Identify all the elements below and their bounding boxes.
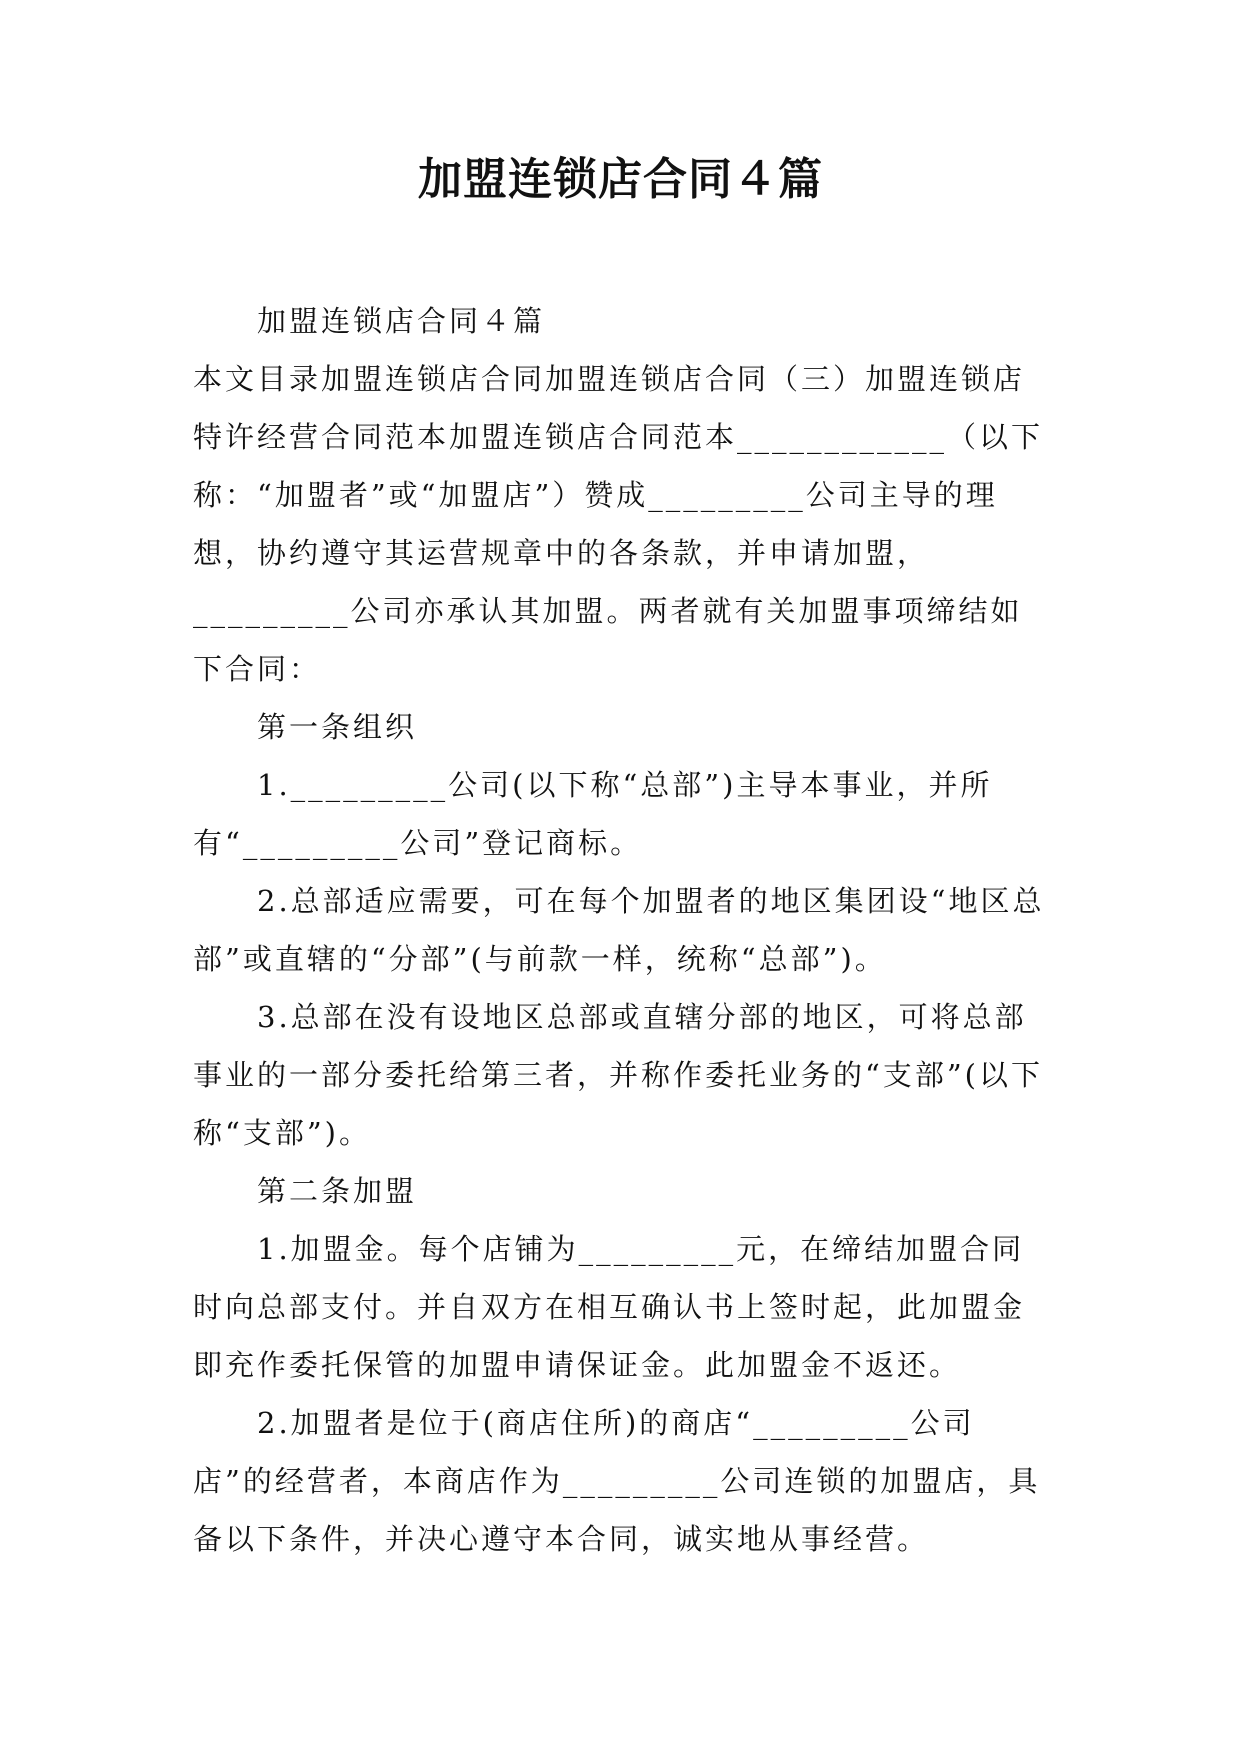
paragraph-subtitle: 加盟连锁店合同４篇 (257, 304, 546, 338)
paragraph-2-1: 1.加盟金。每个店铺为_________元，在缔结加盟合同时向总部支付。并自双方在相互确认书上签时起，此加盟金即充作委托保管的加盟申请保证金。此加盟金不返还。 (193, 1232, 1026, 1382)
section-heading-2: 第二条加盟 (257, 1174, 418, 1208)
paragraph-1-3: 3.总部在没有设地区总部或直辖分部的地区，可将总部事业的一部分委托给第三者，并称作委托业务的“支部”(以下称“支部”)。 (193, 1000, 1043, 1150)
document-body (193, 292, 1053, 1568)
paragraph-intro: 本文目录加盟连锁店合同加盟连锁店合同（三）加盟连锁店特许经营合同范本加盟连锁店合同范本____________（以下称：“加盟者”或“加盟店”）赞成_________公司主导的理想，协约遵守其运营规章中的各条款，并申请加盟，_________公司亦承认其加盟。两者就有关加盟事项缔结如下合同： (193, 362, 1044, 686)
document-title: 加盟连锁店合同４篇 (418, 154, 823, 205)
paragraph-1-2: 2.总部适应需要，可在每个加盟者的地区集团设“地区总部”或直辖的“分部”(与前款一样，统称“总部”)。 (193, 884, 1045, 976)
paragraph-1-1: 1._________公司(以下称“总部”)主导本事业，并所有“_________公司”登记商标。 (193, 768, 993, 860)
paragraph-2-2: 2.加盟者是位于(商店住所)的商店“_________公司店”的经营者，本商店作为_________公司连锁的加盟店，具备以下条件，并决心遵守本合同，诚实地从事经营。 (193, 1406, 1041, 1556)
section-heading-1: 第一条组织 (257, 710, 418, 744)
